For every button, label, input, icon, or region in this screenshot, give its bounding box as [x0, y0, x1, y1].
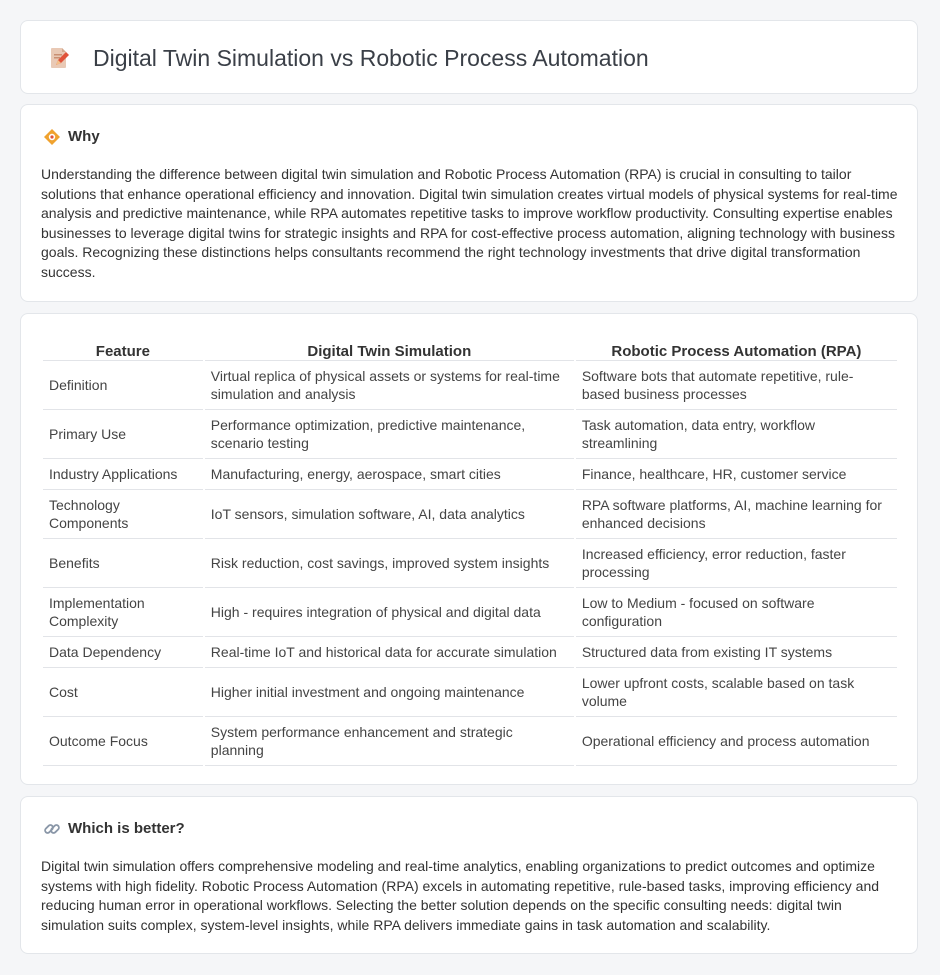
table-row	[43, 361, 897, 410]
rpa-cell: Lower upfront costs, scalable based on task volume	[576, 668, 897, 717]
header-feature: Feature	[43, 334, 203, 361]
digital-twin-cell: High - requires integration of physical and digital data	[205, 588, 574, 637]
table-row	[43, 410, 897, 459]
why-heading-row	[43, 127, 100, 147]
better-text: Digital twin simulation offers comprehensive modeling and real-time analytics, enabling organizations to predict outcomes and optimize systems with high fidelity. Robotic Process Automation (RPA) excels in automating repetitive, rule-based tasks, improving efficiency and reducing human error in operational workflows. Selecting the better solution depends on the specific consulting needs: digital twin simulation suits complex, system-level insights, while RPA delivers immediate gains in task automation and scalability.	[41, 858, 880, 933]
rpa-cell: Structured data from existing IT systems	[576, 637, 897, 668]
feature-cell: Technology Components	[43, 490, 203, 539]
page-title: Digital Twin Simulation vs Robotic Process Automation	[93, 45, 649, 71]
rpa-cell: Increased efficiency, error reduction, faster processing	[576, 539, 897, 588]
why-section	[20, 104, 918, 302]
digital-twin-cell: Real-time IoT and historical data for accurate simulation	[205, 637, 574, 668]
rpa-cell: RPA software platforms, AI, machine learning for enhanced decisions	[576, 490, 897, 539]
why-heading: Why	[68, 128, 100, 145]
header-digital-twin: Digital Twin Simulation	[205, 334, 574, 361]
title-card	[20, 20, 918, 94]
comparison-table	[41, 334, 899, 766]
table-row	[43, 490, 897, 539]
table-row	[43, 668, 897, 717]
feature-cell: Data Dependency	[43, 637, 203, 668]
digital-twin-cell: Higher initial investment and ongoing maintenance	[205, 668, 574, 717]
feature-cell: Industry Applications	[43, 459, 203, 490]
why-text: Understanding the difference between digital twin simulation and Robotic Process Automation (RPA) is crucial in consulting to tailor solutions that enhance operational efficiency and innovation. Digital twin simulation creates virtual models of physical systems for real-time analysis and predictive maintenance, while RPA automates repetitive tasks to improve workflow productivity. Consulting expertise enables businesses to leverage digital twins for strategic insights and RPA for cost-effective process automation, aligning technology with business goals. Recognizing these distinctions helps consultants recommend the right technology investments that drive digital transformation success.	[41, 166, 898, 280]
table-header-row	[43, 334, 897, 361]
feature-cell: Benefits	[43, 539, 203, 588]
feature-cell: Definition	[43, 361, 203, 410]
rpa-cell: Low to Medium - focused on software configuration	[576, 588, 897, 637]
digital-twin-cell: Risk reduction, cost savings, improved system insights	[205, 539, 574, 588]
digital-twin-cell: IoT sensors, simulation software, AI, data analytics	[205, 490, 574, 539]
digital-twin-cell: Performance optimization, predictive maintenance, scenario testing	[205, 410, 574, 459]
rpa-cell: Task automation, data entry, workflow streamlining	[576, 410, 897, 459]
title-wrap	[47, 43, 649, 73]
better-section	[20, 796, 918, 954]
feature-cell: Primary Use	[43, 410, 203, 459]
rpa-cell: Operational efficiency and process automation	[576, 717, 897, 766]
table-row	[43, 588, 897, 637]
table-row	[43, 539, 897, 588]
feature-cell: Cost	[43, 668, 203, 717]
better-heading-row	[43, 819, 185, 839]
digital-twin-cell: Manufacturing, energy, aerospace, smart cities	[205, 459, 574, 490]
feature-cell: Outcome Focus	[43, 717, 203, 766]
comparison-section	[20, 313, 918, 785]
document-pencil-icon	[47, 46, 71, 70]
rpa-cell: Finance, healthcare, HR, customer service	[576, 459, 897, 490]
header-rpa: Robotic Process Automation (RPA)	[576, 334, 897, 361]
table-row	[43, 459, 897, 490]
table-row	[43, 637, 897, 668]
digital-twin-cell: System performance enhancement and strategic planning	[205, 717, 574, 766]
link-icon	[43, 820, 61, 838]
rpa-cell: Software bots that automate repetitive, rule-based business processes	[576, 361, 897, 410]
digital-twin-cell: Virtual replica of physical assets or systems for real-time simulation and analysis	[205, 361, 574, 410]
better-heading: Which is better?	[68, 820, 185, 837]
feature-cell: Implementation Complexity	[43, 588, 203, 637]
table-row	[43, 717, 897, 766]
target-icon	[43, 128, 61, 146]
